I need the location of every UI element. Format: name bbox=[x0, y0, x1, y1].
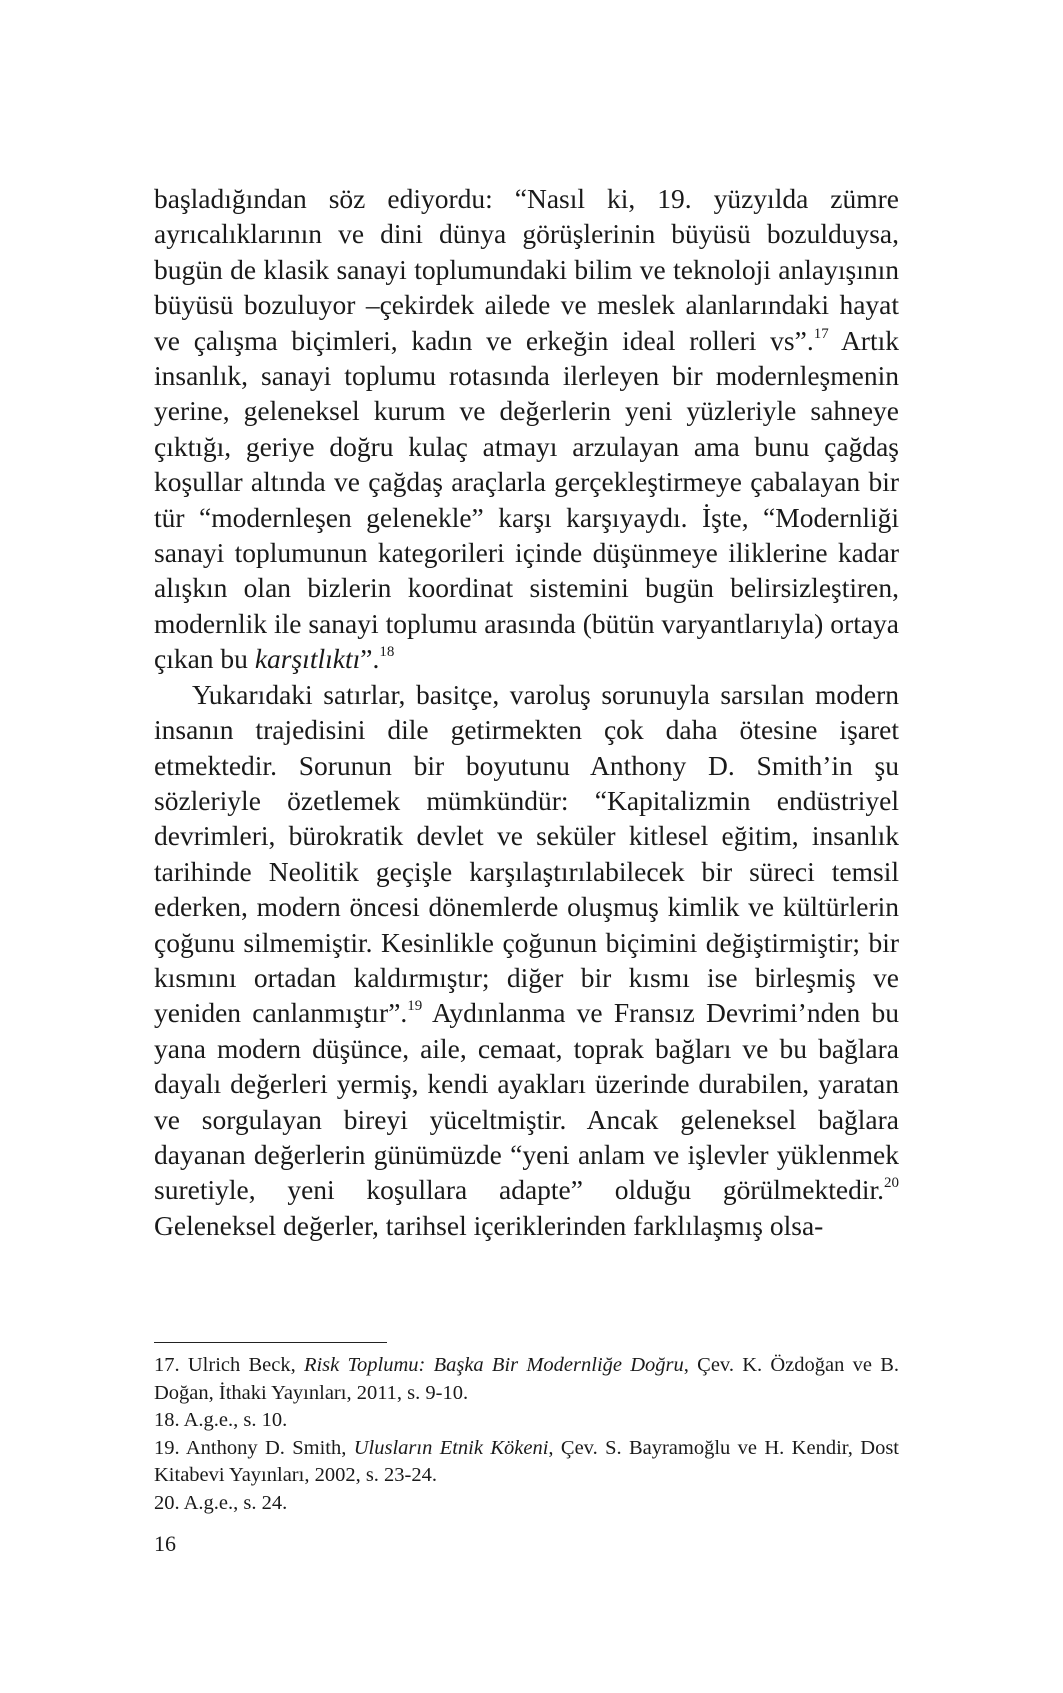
footnote bbox=[154, 1490, 899, 1518]
text-run: 20. A.g.e., s. 24. bbox=[154, 1491, 288, 1514]
text-run: 17. Ulrich Beck, bbox=[154, 1354, 304, 1376]
footnote-reference: 17 bbox=[813, 325, 829, 342]
text-run: Geleneksel değerler, tarihsel içeriklerinden farklılaşmış olsa- bbox=[154, 1209, 824, 1241]
paragraph bbox=[154, 181, 899, 677]
text-run: 18. A.g.e., s. 10. bbox=[154, 1409, 288, 1432]
text-run: , Çev. S. Bayramoğlu ve H. Kendir, Dost Kitabevi Yayınları, 2002, s. 23-24. bbox=[154, 1436, 899, 1487]
text-run: Aydınlanma ve Fransız Devrimi’nden bu yana modern düşünce, aile, cemaat, toprak bağları ve bu bağlara dayalı değerleri yermiş, kendi ayakları üzerinde durabilen, yaratan ve sorgulayan bireyi yüceltmiştir. Ancak geleneksel bağlara dayanan değerlerin günümüzde “yeni anlam ve işlevler yüklenmek suretiyle, yeni koşullara adapte” olduğu görülmektedir. bbox=[154, 997, 899, 1206]
footnote bbox=[154, 1435, 899, 1490]
text-run: , Çev. K. Özdoğan ve B. Doğan, İthaki Yayınları, 2011, s. 9-10. bbox=[154, 1354, 899, 1404]
italic-text-run: Ulusların Etnik Kökeni bbox=[353, 1436, 549, 1459]
main-text bbox=[154, 181, 899, 1243]
paragraph bbox=[154, 677, 899, 1244]
footnote-reference: 18 bbox=[379, 644, 395, 661]
italic-text-run: karşıtlıktı bbox=[254, 643, 361, 675]
text-run: başladığından söz ediyordu: “Nasıl ki, 19. yüzyılda zümre ayrıcalıklarının ve dini dünya görüşlerinin büyüsü bozulduysa, bugün de klasik sanayi toplumundaki bilim ve teknoloji anlayışının büyüsü bozuluyor –çekirdek ailede ve meslek alanlarındaki hayat ve çalışma biçimleri, kadın ve erkeğin ideal rolleri vs”. bbox=[154, 183, 899, 356]
page-number: 16 bbox=[154, 1531, 176, 1556]
footnote-divider bbox=[154, 1342, 387, 1343]
text-run: Yukarıdaki satırlar, basitçe, varoluş sorunuyla sarsılan modern insanın trajedisini dile getirmekten çok daha ötesine işaret etmektedir. Sorunun bir boyutunu Anthony D. Smith’in şu sözleriyle özetlemek mümkündür: “Kapitalizmin endüstriyel devrimleri, bürokratik devlet ve seküler kitlesel eğitim, insanlık tarihinde Neolitik geçişle karşılaştırılabilecek bir süreci temsil ederken, modern öncesi dönemlerde oluşmuş kimlik ve kültürlerin çoğunu silmemiştir. Kesinlikle çoğunun biçimini değiştirmiştir; bir kısmını ortadan kaldırmıştır; diğer bir kısmı ise birleşmiş ve yeniden canlanmıştır”. bbox=[154, 678, 899, 1029]
footnote bbox=[154, 1352, 899, 1407]
footnotes bbox=[154, 1352, 899, 1518]
footnote bbox=[154, 1407, 899, 1435]
footnote-reference: 19 bbox=[407, 998, 423, 1015]
text-run: ”. bbox=[360, 643, 380, 675]
footnote-reference: 20 bbox=[884, 1175, 899, 1192]
text-run: 19. Anthony D. Smith, bbox=[154, 1436, 354, 1459]
italic-text-run: Risk Toplumu: Başka Bir Modernliğe Doğru bbox=[303, 1354, 684, 1376]
text-run: Artık insanlık, sanayi toplumu rotasında ilerleyen bir modernleşmenin yerine, geleneksel kurum ve değerlerin yeni yüzleriyle sahneye çıktığı, geriye doğru kulaç atmayı arzulayan ama bunu çağdaş koşullar altında ve çağdaş araçlarla gerçekleştirmeye çabalayan bir tür “modernleşen gelenekle” karşı karşıyaydı. İşte, “Modernliği sanayi toplumunun kategorileri içinde düşünmeye iliklerine kadar alışkın olan bizlerin koordinat sistemini bugün belirsizleştiren, modernlik ile sanayi toplumu arasında (bütün varyantlarıyla) ortaya çıkan bu bbox=[154, 324, 899, 675]
